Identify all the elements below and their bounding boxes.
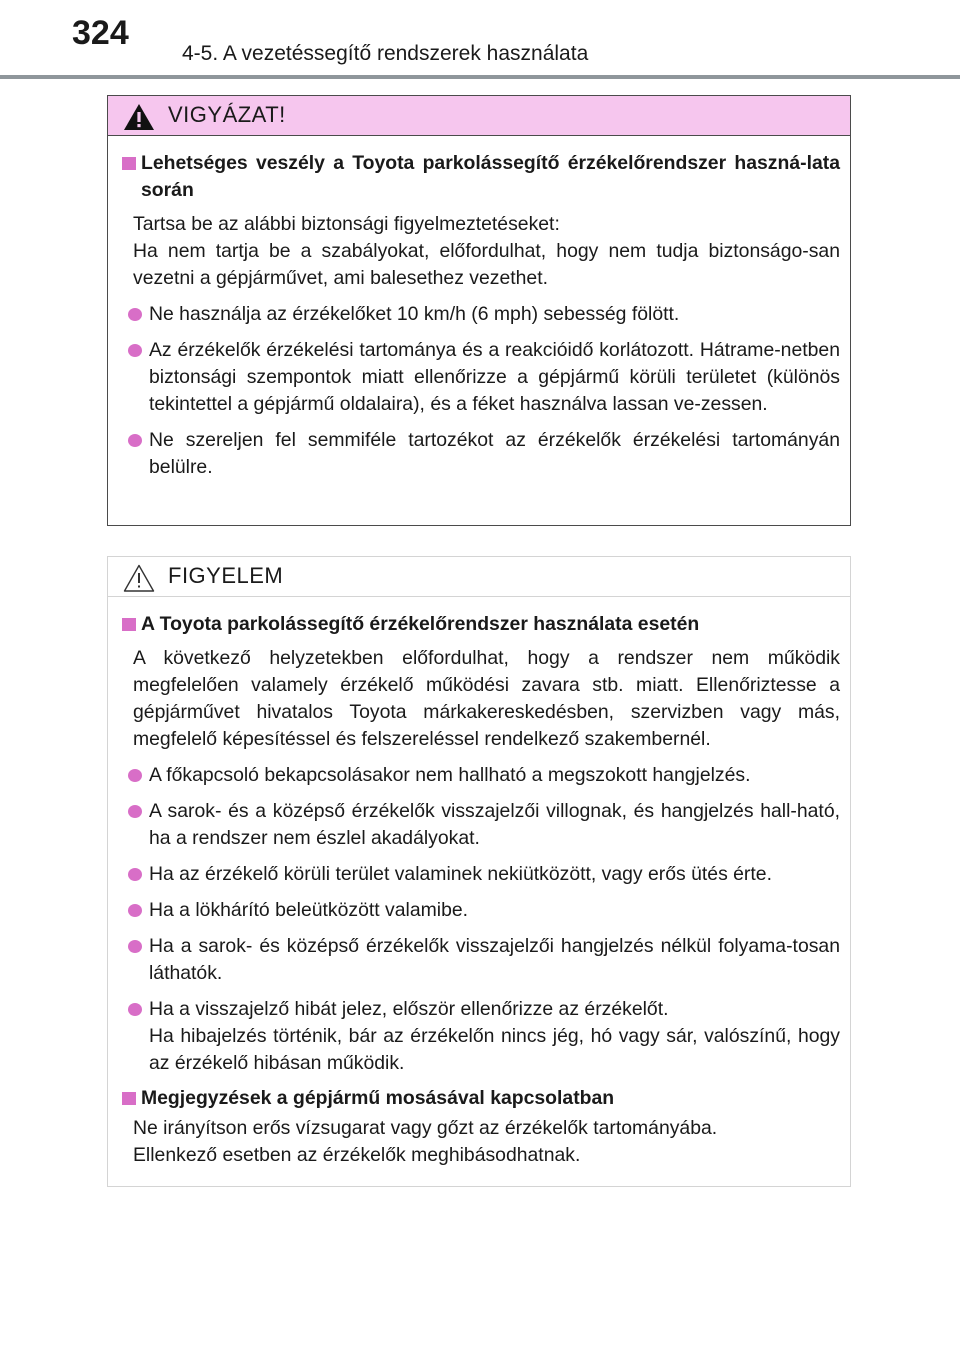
notice-section-heading: Megjegyzések a gépjármű mosásával kapcsolatban xyxy=(141,1087,615,1109)
warning-triangle-outline-icon xyxy=(122,563,156,593)
notice-title: FIGYELEM xyxy=(168,563,284,588)
header-rule xyxy=(0,75,960,79)
notice-section-heading: A Toyota parkolássegítő érzékelőrendszer használata esetén xyxy=(141,613,700,635)
caution-bullet xyxy=(128,337,840,418)
caution-header xyxy=(108,96,850,136)
round-bullet-icon xyxy=(128,344,142,357)
caution-bullet-text: Az érzékelők érzékelési tartománya és a reakcióidő korlátozott. Hátrame-netben biztonsági szempontok miatt ellenőrizze a gépjármű körüli területet (különös tekintettel a gépjármű oldalaira), és a féket használva lassan ve-zessen. xyxy=(149,339,840,415)
notice-bullet xyxy=(128,897,840,924)
notice-bullet xyxy=(128,996,840,1077)
notice-bullet xyxy=(128,762,840,789)
notice-body xyxy=(108,597,850,1169)
square-bullet-icon xyxy=(122,157,136,170)
notice-bullet-text: Ha az érzékelő körüli terület valaminek nekiütközött, vagy erős ütés érte. xyxy=(149,863,772,885)
caution-bullet-text: Ne szereljen fel semmiféle tartozékot az érzékelők érzékelési tartományán belülre. xyxy=(149,429,840,478)
caution-paragraph xyxy=(133,211,840,292)
round-bullet-icon xyxy=(128,805,142,818)
caution-paragraph-line: Ha nem tartja be a szabályokat, előfordulhat, hogy nem tudja biztonságo-san vezetni a gépjárművet, ami balesethez vezethet. xyxy=(133,240,840,289)
caution-section-heading: Lehetséges veszély a Toyota parkolássegítő érzékelőrendszer haszná-lata során xyxy=(141,152,840,201)
caution-bullet xyxy=(128,301,840,328)
section-title: 4-5. A vezetéssegítő rendszerek használata xyxy=(182,42,589,65)
round-bullet-icon xyxy=(128,308,142,321)
caution-box xyxy=(107,95,851,526)
round-bullet-icon xyxy=(128,1003,142,1016)
notice-bullet xyxy=(128,798,840,852)
notice-paragraph-line: Ne irányítson erős vízsugarat vagy gőzt az érzékelők tartományába. xyxy=(133,1117,718,1139)
notice-paragraph xyxy=(133,1115,840,1169)
notice-bullet xyxy=(128,861,840,888)
notice-bullet xyxy=(128,933,840,987)
page-header xyxy=(0,0,960,80)
notice-paragraph-line: Ellenkező esetben az érzékelők meghibásodhatnak. xyxy=(133,1144,581,1166)
round-bullet-icon xyxy=(128,434,142,447)
square-bullet-icon xyxy=(122,618,136,631)
notice-bullet-text xyxy=(149,996,840,1077)
notice-section xyxy=(122,611,840,638)
warning-triangle-filled-icon xyxy=(122,102,156,132)
round-bullet-icon xyxy=(128,868,142,881)
notice-paragraph xyxy=(133,645,840,753)
round-bullet-icon xyxy=(128,940,142,953)
notice-bullet-text: Ha a sarok- és középső érzékelők visszajelzői hangjelzés nélkül folyama-tosan láthatók. xyxy=(149,935,840,984)
round-bullet-icon xyxy=(128,769,142,782)
notice-bullet-text: Ha a lökhárító beleütközött valamibe. xyxy=(149,899,469,921)
notice-bullet-line: Ha a visszajelző hibát jelez, először ellenőrizze az érzékelőt. xyxy=(149,998,669,1020)
caution-body xyxy=(108,136,850,481)
round-bullet-icon xyxy=(128,904,142,917)
notice-bullet-text: A főkapcsoló bekapcsolásakor nem hallható a megszokott hangjelzés. xyxy=(149,764,751,786)
caution-paragraph-line: Tartsa be az alábbi biztonsági figyelmeztetéseket: xyxy=(133,213,560,235)
notice-bullet-text: A sarok- és a középső érzékelők visszajelzői villognak, és hangjelzés hall-ható, ha a rendszer nem észlel akadályokat. xyxy=(149,800,840,849)
caution-title: VIGYÁZAT! xyxy=(168,102,286,127)
notice-box xyxy=(107,556,851,1187)
square-bullet-icon xyxy=(122,1092,136,1105)
caution-bullet xyxy=(128,427,840,481)
page-number: 324 xyxy=(72,14,129,52)
caution-bullet-text: Ne használja az érzékelőket 10 km/h (6 mph) sebesség fölött. xyxy=(149,303,680,325)
notice-section xyxy=(122,1085,840,1112)
notice-paragraph-line: A következő helyzetekben előfordulhat, hogy a rendszer nem működik megfelelően valamely érzékelő működési zavara stb. miatt. Ellenőriztesse a gépjárművet hivatalos Toyota márkakereskedésben, szervizben vagy más, megfelelő képesítéssel és felszereléssel rendelkező szakembernél. xyxy=(133,647,840,750)
caution-section xyxy=(122,150,840,204)
notice-header xyxy=(108,557,850,597)
notice-bullet-line: Ha hibajelzés történik, bár az érzékelőn nincs jég, hó vagy sár, valószínű, hogy az érzékelő hibásan működik. xyxy=(149,1025,840,1074)
